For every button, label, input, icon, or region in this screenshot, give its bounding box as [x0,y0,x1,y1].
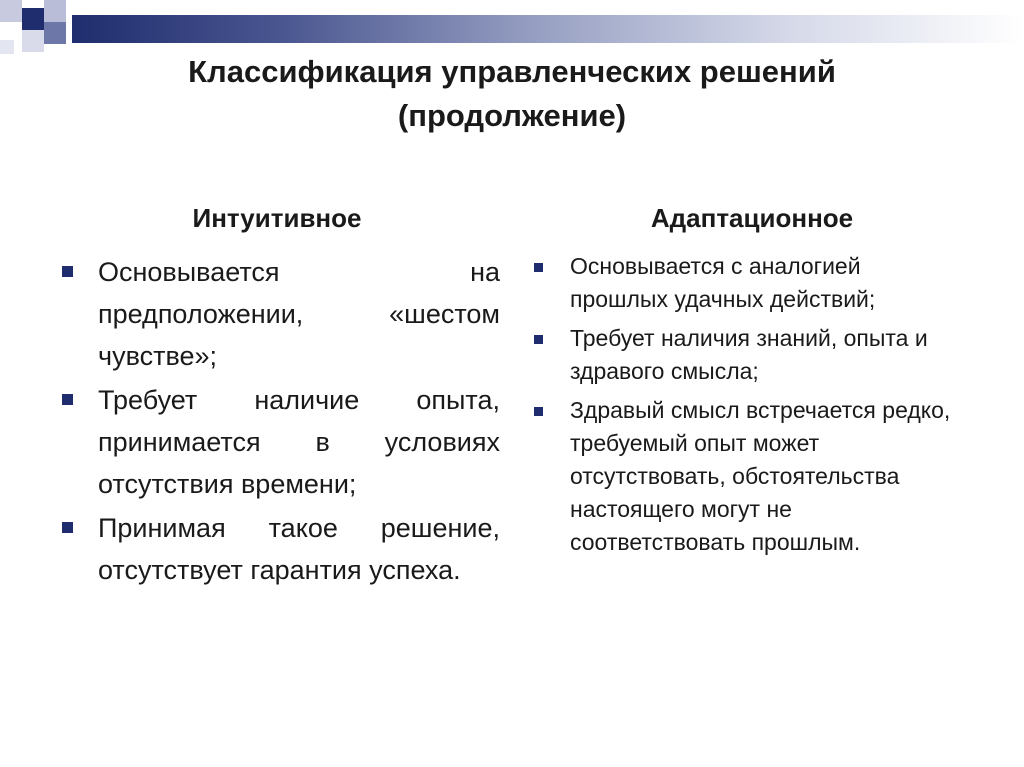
slide-title [60,50,964,138]
right-bullet-list [530,250,960,565]
right-column-heading: Адаптационное [650,203,854,233]
list-item-text: Основывается на предположении, «шестом чувстве»; [98,257,500,371]
list-item [60,507,500,591]
list-item [530,250,960,316]
list-item [530,394,960,559]
left-bullet-list [60,251,500,593]
list-item-text: Основывается с аналогией прошлых удачных действий; [570,253,876,312]
square-bullet-icon [62,522,73,533]
decorative-square [22,8,44,30]
list-item-text: Принимая такое решение, отсутствует гарантия успеха. [98,513,500,585]
list-item [60,251,500,377]
slide-title-line-2: (продолжение) [397,98,627,133]
list-item [60,379,500,505]
decorative-square [44,22,66,44]
left-column-heading: Интуитивное [192,203,362,233]
decorative-square [0,40,14,54]
square-bullet-icon [534,407,543,416]
list-item-text: Требует наличия знаний, опыта и здравого смысла; [570,325,928,384]
square-bullet-icon [62,266,73,277]
decorative-square [22,30,44,52]
square-bullet-icon [534,335,543,344]
slide-title-line-1: Классификация управленческих решений [188,54,836,89]
list-item-text: Здравый смысл встречается редко, требуемый опыт может отсутствовать, обстоятельства настоящего могут не соответствовать прошлым. [570,397,951,555]
list-item-text: Требует наличие опыта, принимается в условиях отсутствия времени; [98,385,500,499]
header-band [72,15,1024,43]
decorative-square [44,0,66,22]
square-bullet-icon [62,394,73,405]
square-bullet-icon [534,263,543,272]
list-item [530,322,960,388]
decorative-square [0,0,22,22]
